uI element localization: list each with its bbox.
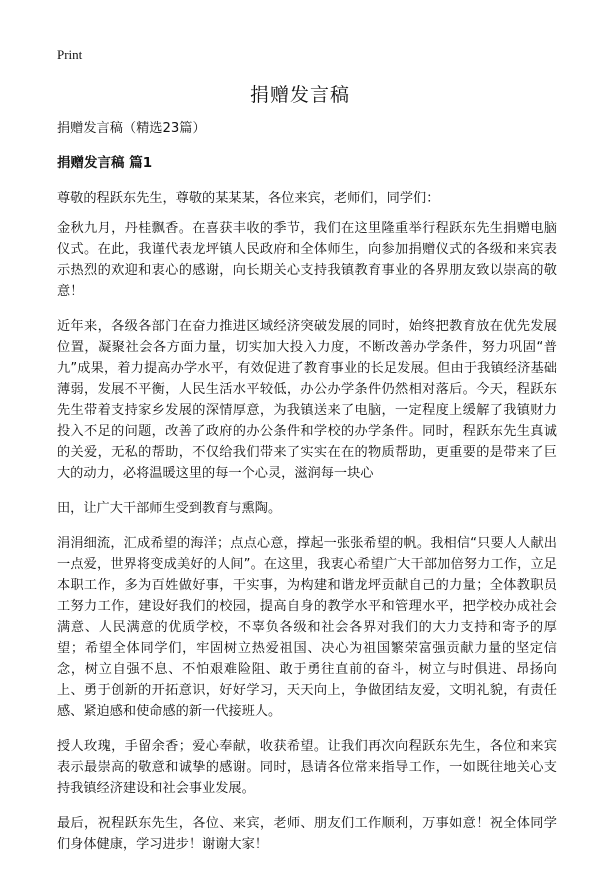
paragraph-opening: 金秋九月，丹桂飘香。在喜获丰收的季节，我们在这里隆重举行程跃东先生捐赠电脑仪式。在此，我谨代表龙坪镇人民政府和全体师生，向参加捐赠仪式的各级和来宾表示热烈的欢迎和衷心的感谢，向长期关心支持我镇教育事业的各界朋友致以崇高的敬意！ [57, 221, 557, 299]
paragraph-greeting: 尊敬的程跃东先生，尊敬的某某某，各位来宾，老师们，同学们： [57, 191, 440, 206]
paragraph-background-continued: 田，让广大干部师生受到教育与熏陶。 [57, 501, 282, 516]
document-subtitle: 捐赠发言稿（精选23篇） [57, 121, 206, 136]
paragraph-closing: 最后，祝程跃东先生，各位、来宾，老师、朋友们工作顺利，万事如意！祝全体同学们身体健康，学习进步！谢谢大家！ [57, 816, 557, 852]
print-link[interactable]: Print [57, 47, 83, 62]
section-heading: 捐赠发言稿 篇1 [57, 155, 153, 171]
page-title: 捐赠发言稿 [249, 84, 350, 106]
paragraph-hopes: 涓涓细流，汇成希望的海洋；点点心意，撑起一张张希望的帆。我相信“只要人人献出一点爱，世界将变成美好的人间”。在这里，我衷心希望广大干部加倍努力工作，立足本职工作，多为百姓做好事，干实事，为构建和谐龙坪贡献自己的力量；全体教职员工努力工作，建设好我们的校园，提高自身的教学水平和管理水平，把学校办成社会满意、人民满意的优质学校，不辜负各级和社会各界对我们的大力支持和寄予的厚望；希望全体同学们，牢固树立热爱祖国、决心为祖国繁荣富强贡献力量的坚定信念，树立自强不息、不怕艰难险阻、敢于勇往直前的奋斗，树立与时俱进、昂扬向上、勇于创新的开拓意识，好好学习，天天向上，争做团结友爱，文明礼貌，有责任感、紧迫感和使命感的新一代接班人。 [57, 536, 557, 719]
paragraph-background: 近年来，各级各部门在奋力推进区域经济突破发展的同时，始终把教育放在优先发展位置，凝聚社会各方面力量，切实加大投入力度，不断改善办学条件，努力巩固“普九”成果，着力提高办学水平，有效促进了教育事业的长足发展。但由于我镇经济基础薄弱，发展不平衡，人民生活水平较低，办公办学条件仍然相对落后。今天，程跃东先生带着支持家乡发展的深情厚意，为我镇送来了电脑，一定程度上缓解了我镇财力投入不足的问题，改善了政府的办公条件和学校的办学条件。同时，程跃东先生真诚的关爱，无私的帮助，不仅给我们带来了实实在在的物质帮助，更重要的是带来了巨大的动力，必将温暖这里的每一个心灵，滋润每一块心 [57, 319, 557, 481]
document-body [57, 118, 557, 869]
paragraph-thanks: 授人玫瑰，手留余香；爱心奉献，收获希望。让我们再次向程跃东先生，各位和来宾表示最崇高的敬意和诚挚的感谢。同时，恳请各位常来指导工作，一如既往地关心支持我镇经济建设和社会事业发展。 [57, 739, 557, 796]
